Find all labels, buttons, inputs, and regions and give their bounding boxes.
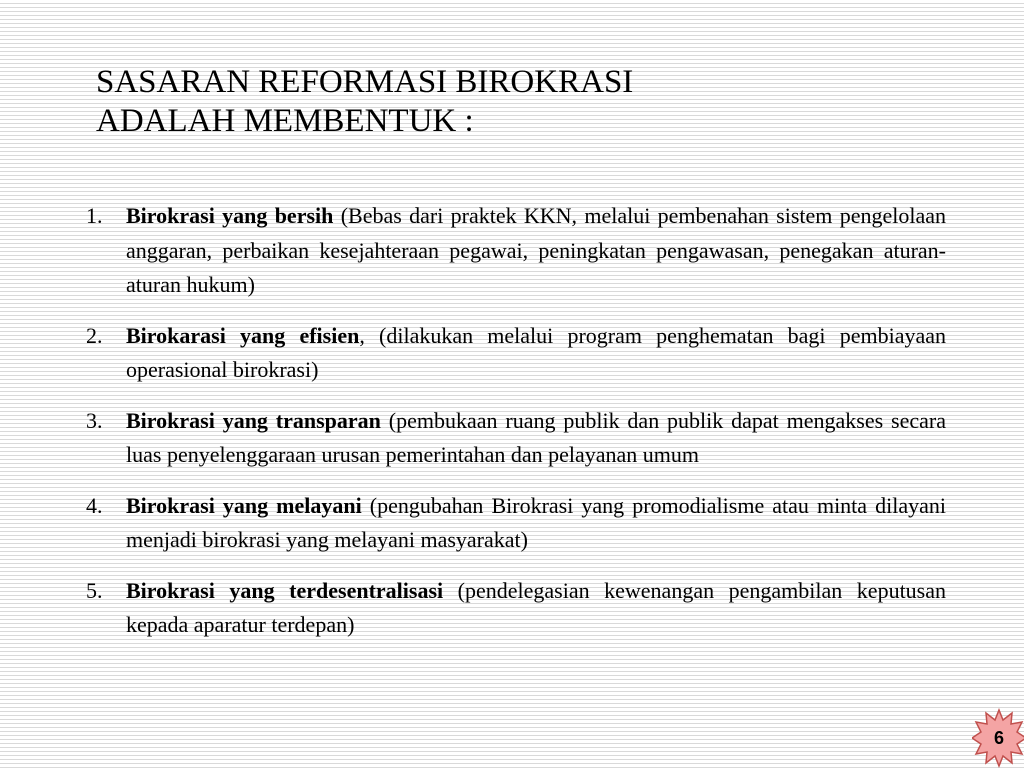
list-item-description: (pendelegasian kewenangan pengambilan keputusan kepada aparatur terdepan) [126, 577, 947, 637]
list-item-description: (pembukaan ruang publik dan publik dapat mengakses secara luas penyelenggaraan urusan pemerintahan dan pelayanan umum [126, 407, 947, 467]
list-item-description: (pengubahan Birokrasi yang promodialisme atau minta dilayani menjadi birokrasi yang melayani masyarakat) [126, 492, 946, 552]
list-item-heading: Birokrasi yang melayani [126, 492, 362, 518]
list-item-description: (Bebas dari praktek KKN, melalui pembenahan sistem pengelolaan anggaran, perbaikan kesejahteraan pegawai, peningkatan pengawasan, penegakan aturan-aturan hukum) [126, 203, 946, 297]
list-item-description: , (dilakukan melalui program penghematan bagi pembiayaan operasional birokrasi) [126, 322, 946, 382]
slide-title-line-1: SASARAN REFORMASI BIROKRASI [96, 64, 634, 100]
list-item-heading: Birokrasi yang bersih [126, 203, 334, 228]
list-item-number: 2. [86, 322, 103, 348]
list-item [86, 489, 946, 558]
list-item-number: 3. [86, 407, 103, 433]
list-item-text [126, 319, 946, 388]
target-list [86, 199, 946, 659]
list-item [86, 404, 946, 473]
list-item-number: 1. [86, 203, 103, 228]
list-item-heading: Birokrasi yang terdesentralisasi [126, 577, 444, 603]
list-item-heading: Birokrasi yang transparan [126, 407, 381, 433]
list-item [86, 574, 946, 643]
list-item-text [126, 404, 946, 473]
list-item [86, 199, 946, 303]
page-number: 6 [993, 727, 1004, 748]
list-item [86, 319, 946, 388]
page-number-badge [972, 708, 1024, 768]
list-item-number: 5. [86, 577, 103, 603]
list-item-number: 4. [86, 492, 103, 518]
list-item-text [126, 199, 946, 303]
list-item-text [126, 489, 946, 558]
slide-title [96, 63, 896, 141]
list-item-text [126, 574, 946, 643]
slide-title-line-2: ADALAH MEMBENTUK : [96, 103, 474, 139]
list-item-heading: Birokarasi yang efisien [126, 322, 360, 348]
